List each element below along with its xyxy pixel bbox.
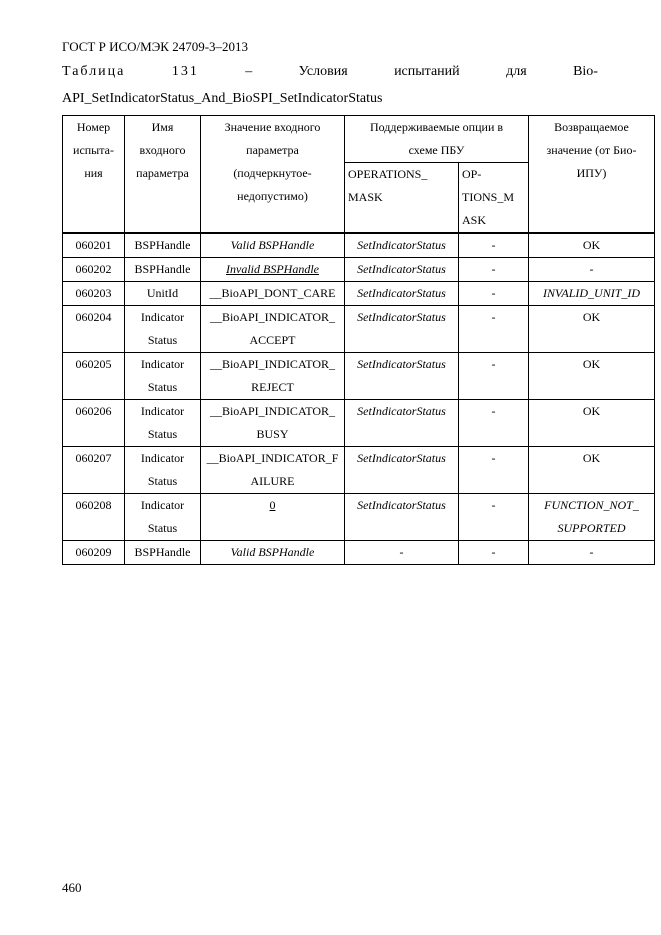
cell-options-mask: - [459, 494, 529, 541]
cell-return-value: OK [529, 353, 655, 400]
table-row [63, 494, 655, 541]
cell-input-value: __BioAPI_INDICATOR_F AILURE [201, 447, 345, 494]
cell-test-number: 060209 [63, 541, 125, 565]
cell-return-value: - [529, 541, 655, 565]
header-test-number: Номер испыта- ния [63, 116, 125, 234]
header-input-value: Значение входного параметра (подчеркнутое- недопустимо) [201, 116, 345, 234]
cell-options-mask: - [459, 447, 529, 494]
cell-operations-mask: SetIndicatorStatus [345, 306, 459, 353]
table-row [63, 353, 655, 400]
table-row [63, 306, 655, 353]
cell-return-value: - [529, 258, 655, 282]
table-row [63, 258, 655, 282]
cell-param-name: Indicator Status [125, 447, 201, 494]
cell-test-number: 060207 [63, 447, 125, 494]
cell-return-value: OK [529, 447, 655, 494]
header-param-name: Имя входного параметра [125, 116, 201, 234]
caption-word: Условия [298, 64, 348, 79]
cell-options-mask: - [459, 353, 529, 400]
cell-return-value: OK [529, 400, 655, 447]
cell-operations-mask: SetIndicatorStatus [345, 353, 459, 400]
header-supported-options: Поддерживаемые опции в схеме ПБУ [345, 116, 529, 163]
caption-label: Таблица [62, 64, 126, 79]
cell-input-value: __BioAPI_DONT_CARE [201, 282, 345, 306]
cell-options-mask: - [459, 400, 529, 447]
cell-options-mask: - [459, 233, 529, 258]
cell-operations-mask: SetIndicatorStatus [345, 282, 459, 306]
table-row [63, 447, 655, 494]
cell-operations-mask: - [345, 541, 459, 565]
table-row [63, 541, 655, 565]
document-header: ГОСТ Р ИСО/МЭК 24709-3–2013 [62, 39, 249, 54]
cell-test-number: 060205 [63, 353, 125, 400]
cell-return-value: OK [529, 306, 655, 353]
cell-operations-mask: SetIndicatorStatus [345, 494, 459, 541]
cell-param-name: BSPHandle [125, 258, 201, 282]
cell-param-name: BSPHandle [125, 233, 201, 258]
cell-param-name: Indicator Status [125, 353, 201, 400]
table-caption [62, 64, 598, 80]
caption-word: испытаний [394, 64, 460, 79]
cell-options-mask: - [459, 541, 529, 565]
cell-input-value: 0 [201, 494, 345, 541]
header-return-value: Возвращаемое значение (от Био- ИПУ) [529, 116, 655, 234]
cell-return-value: FUNCTION_NOT_ SUPPORTED [529, 494, 655, 541]
table-caption-continued: API_SetIndicatorStatus_And_BioSPI_SetIndicatorStatus [62, 91, 383, 106]
page-number: 460 [62, 880, 82, 895]
cell-operations-mask: SetIndicatorStatus [345, 447, 459, 494]
caption-word: Bio- [573, 64, 598, 79]
cell-test-number: 060208 [63, 494, 125, 541]
cell-return-value: INVALID_UNIT_ID [529, 282, 655, 306]
cell-test-number: 060203 [63, 282, 125, 306]
caption-dash: – [245, 64, 253, 79]
cell-test-number: 060206 [63, 400, 125, 447]
cell-param-name: BSPHandle [125, 541, 201, 565]
cell-input-value: Valid BSPHandle [201, 233, 345, 258]
cell-input-value: Valid BSPHandle [201, 541, 345, 565]
cell-return-value: OK [529, 233, 655, 258]
cell-options-mask: - [459, 258, 529, 282]
cell-options-mask: - [459, 306, 529, 353]
caption-number: 131 [171, 64, 199, 79]
cell-param-name: Indicator Status [125, 494, 201, 541]
header-options-mask: OP- TIONS_M ASK [459, 163, 529, 234]
table-row [63, 233, 655, 258]
cell-test-number: 060201 [63, 233, 125, 258]
cell-test-number: 060204 [63, 306, 125, 353]
cell-operations-mask: SetIndicatorStatus [345, 258, 459, 282]
cell-input-value: __BioAPI_INDICATOR_ ACCEPT [201, 306, 345, 353]
cell-input-value: __BioAPI_INDICATOR_ REJECT [201, 353, 345, 400]
cell-operations-mask: SetIndicatorStatus [345, 400, 459, 447]
table-row [63, 400, 655, 447]
cell-param-name: UnitId [125, 282, 201, 306]
cell-param-name: Indicator Status [125, 306, 201, 353]
test-conditions-table [62, 115, 655, 565]
cell-operations-mask: SetIndicatorStatus [345, 233, 459, 258]
cell-options-mask: - [459, 282, 529, 306]
cell-param-name: Indicator Status [125, 400, 201, 447]
cell-test-number: 060202 [63, 258, 125, 282]
cell-input-value: Invalid BSPHandle [201, 258, 345, 282]
table-row [63, 282, 655, 306]
header-operations-mask: OPERATIONS_ MASK [345, 163, 459, 234]
caption-word: для [506, 64, 527, 79]
cell-input-value: __BioAPI_INDICATOR_ BUSY [201, 400, 345, 447]
